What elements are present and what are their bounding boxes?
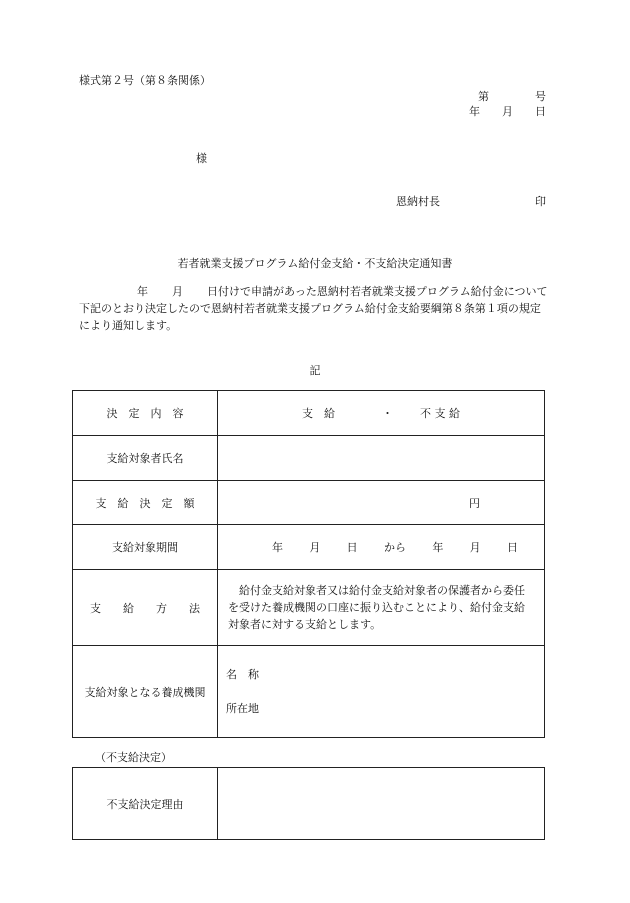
- method-value: [218, 570, 545, 646]
- reason-label: 不支給決定理由: [73, 768, 218, 840]
- body-text: 日付けで申請があった恩納村若者就業支援プログラム給付金について下記のとおり決定したので恩納村若者就業支援プログラム給付金支給要綱第８条第１項の規定により通知します。: [79, 285, 548, 332]
- institution-value: [218, 646, 545, 738]
- decision-value: [218, 391, 545, 436]
- decision-dot: ・: [382, 407, 393, 420]
- period-label: 支給対象期間: [73, 525, 218, 570]
- ki-heading: 記: [309, 364, 321, 377]
- amount-label: 支 給 決 定 額: [73, 481, 218, 525]
- addressee-suffix: 様: [196, 152, 207, 165]
- period-year-2: 年: [432, 541, 444, 554]
- decision-nopay: 不 支 給: [420, 407, 460, 420]
- institution-address-label: 所在地: [226, 701, 259, 715]
- period-month-2: 月: [469, 541, 481, 554]
- table-row: [73, 481, 545, 525]
- table-row: [73, 768, 545, 840]
- document-title: 若者就業支援プログラム給付金支給・不支給決定通知書: [177, 257, 453, 270]
- sender-name: 恩納村長: [396, 195, 440, 208]
- decision-table: [72, 390, 545, 738]
- table-row: [73, 646, 545, 738]
- method-text: 給付金支給対象者又は給付金支給対象者の保護者から委任を受けた養成機関の口座に振り込むことにより、給付金支給対象者に対する支給とします。: [228, 584, 525, 631]
- period-year-1: 年: [272, 541, 283, 554]
- table-row: [73, 436, 545, 481]
- table-row: [73, 525, 545, 570]
- date-day: 日: [535, 105, 546, 118]
- institution-name-label: 名 称: [226, 667, 259, 681]
- table-row: [73, 391, 545, 436]
- period-month-1: 月: [309, 541, 321, 554]
- period-value: [218, 525, 545, 570]
- form-number-label: 様式第２号（第８条関係）: [79, 74, 211, 87]
- doc-no-prefix: 第: [478, 90, 489, 103]
- issue-date: [469, 103, 546, 119]
- seal-mark: 印: [535, 195, 546, 208]
- recipient-value: [218, 436, 545, 481]
- period-day-1: 日: [346, 541, 358, 554]
- date-year: 年: [469, 105, 480, 118]
- period-from: から: [383, 541, 406, 554]
- recipient-label: 支給対象者氏名: [73, 436, 218, 481]
- decision-label: 決 定 内 容: [73, 391, 218, 436]
- body-year: 年: [137, 285, 148, 298]
- table-row: [73, 570, 545, 646]
- period-day-2: 日: [506, 541, 518, 554]
- reason-value: [218, 768, 545, 840]
- amount-value: [218, 481, 545, 525]
- date-month: 月: [502, 105, 513, 118]
- amount-unit: 円: [469, 496, 480, 510]
- decision-pay: 支 給: [302, 407, 335, 420]
- doc-no-suffix: 号: [535, 90, 546, 103]
- nopay-table: [72, 767, 545, 840]
- nopay-heading: （不支給決定）: [95, 751, 172, 764]
- method-label: 支 給 方 法: [73, 570, 218, 646]
- document-number: [478, 88, 546, 104]
- institution-label: 支給対象となる養成機関: [73, 646, 218, 738]
- notice-body: [79, 283, 549, 334]
- body-month: 月: [172, 285, 183, 298]
